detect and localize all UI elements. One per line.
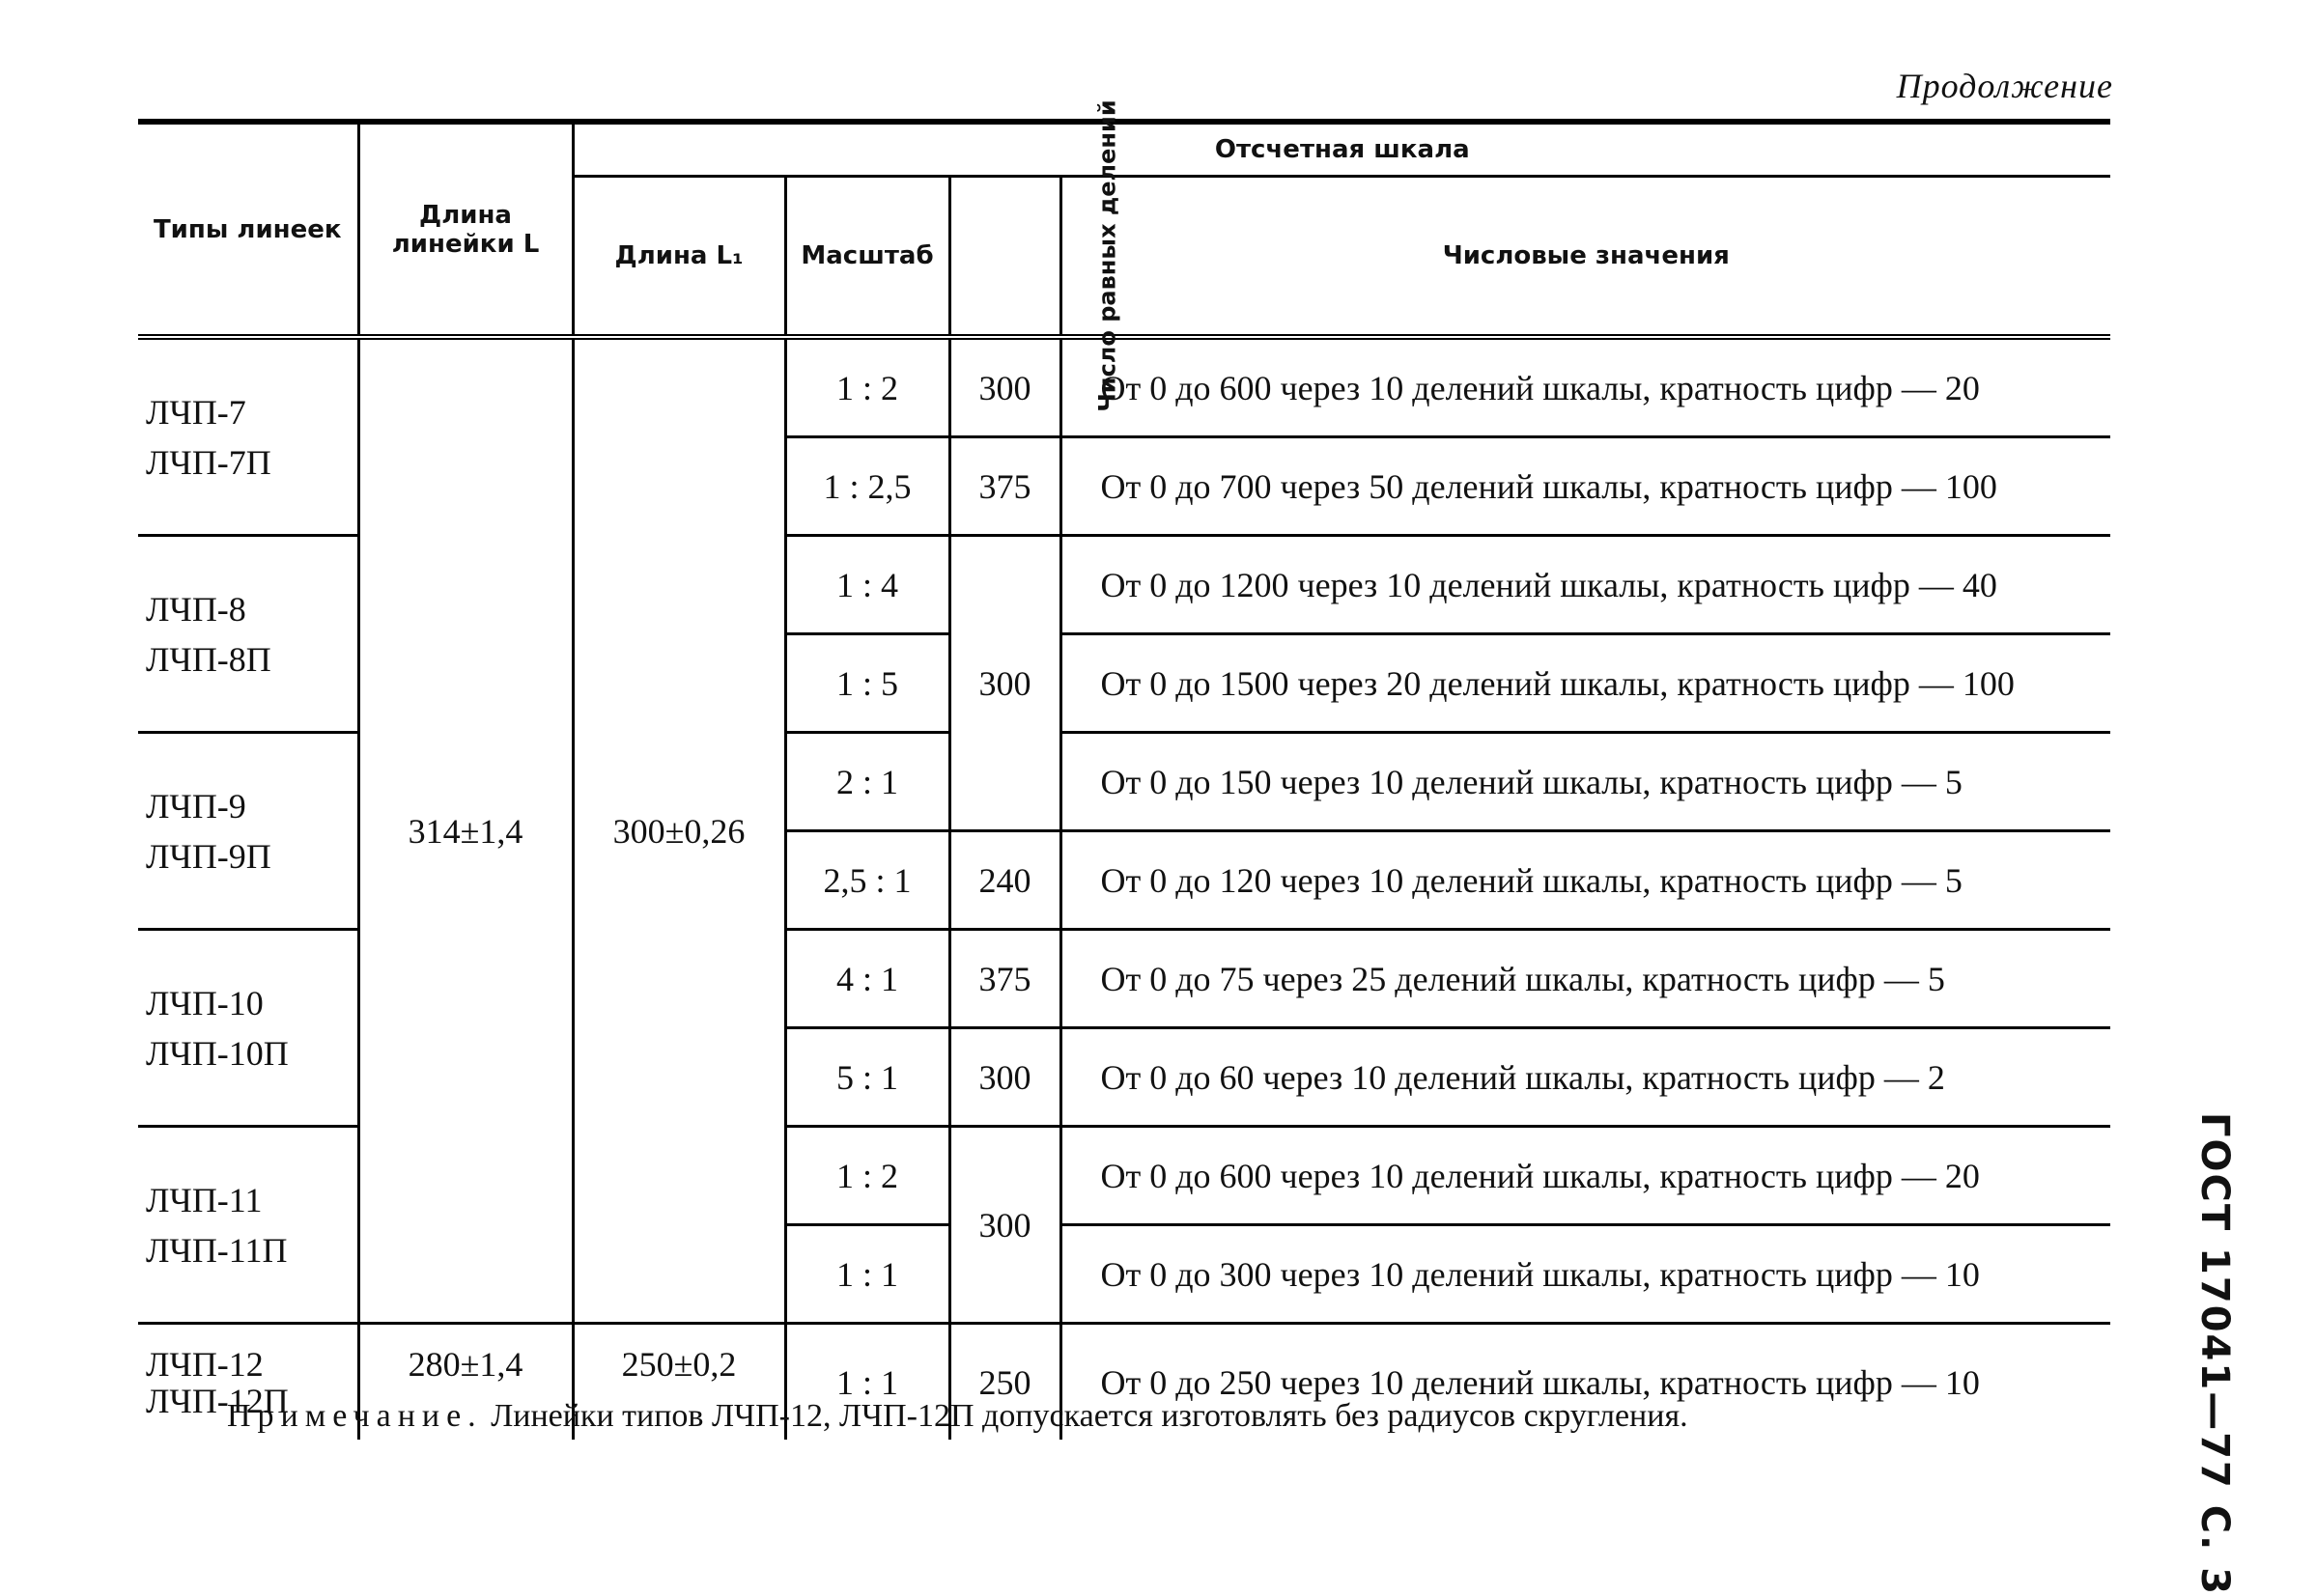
scale-cell: 2,5 : 1: [785, 831, 949, 930]
header-length-l1: Длина L₁: [573, 177, 785, 338]
header-length-l: Длина линейки L: [358, 122, 573, 337]
length-l-cell: 280±1,4: [358, 1324, 573, 1441]
header-types: Типы линеек: [138, 122, 358, 337]
scale-cell: 4 : 1: [785, 930, 949, 1028]
values-cell: От 0 до 600 через 10 делений шкалы, кратность цифр — 20: [1060, 1127, 2110, 1225]
values-cell: От 0 до 1500 через 20 делений шкалы, кратность цифр — 100: [1060, 634, 2110, 733]
divisions-cell: 375: [949, 437, 1060, 536]
gost-side-label: ГОСТ 17041—77 С. 3: [2192, 1112, 2237, 1596]
length-l1-cell: 300±0,26: [573, 337, 785, 1324]
scale-cell: 1 : 2,5: [785, 437, 949, 536]
scale-cell: 2 : 1: [785, 733, 949, 831]
header-values: Числовые значения: [1060, 177, 2110, 338]
divisions-cell: 300: [949, 337, 1060, 437]
type-cell: ЛЧП-8 ЛЧП-8П: [138, 536, 358, 733]
type-cell: ЛЧП-7 ЛЧП-7П: [138, 337, 358, 536]
length-l1-cell: 250±0,2: [573, 1324, 785, 1441]
type-cell: ЛЧП-9 ЛЧП-9П: [138, 733, 358, 930]
scale-cell: 1 : 1: [785, 1324, 949, 1441]
type-cell: ЛЧП-12 ЛЧП-12П: [146, 1344, 289, 1420]
values-cell: От 0 до 1200 через 10 делений шкалы, кратность цифр — 40: [1060, 536, 2110, 634]
scale-cell: 5 : 1: [785, 1028, 949, 1127]
type-cell: ЛЧП-11 ЛЧП-11П: [138, 1127, 358, 1324]
divisions-cell: 300: [949, 1028, 1060, 1127]
scale-cell: 1 : 4: [785, 536, 949, 634]
scale-cell: 1 : 5: [785, 634, 949, 733]
header-divisions: Число равных делений: [949, 177, 1060, 338]
scale-cell: 1 : 2: [785, 337, 949, 437]
divisions-cell: 240: [949, 831, 1060, 930]
footnote-label: Примечание.: [227, 1398, 483, 1434]
divisions-cell: 375: [949, 930, 1060, 1028]
values-cell: От 0 до 600 через 10 делений шкалы, кратность цифр — 20: [1060, 337, 2110, 437]
values-cell: От 0 до 300 через 10 делений шкалы, кратность цифр — 10: [1060, 1225, 2110, 1324]
footnote: [227, 1398, 1688, 1435]
values-cell: От 0 до 120 через 10 делений шкалы, кратность цифр — 5: [1060, 831, 2110, 930]
continuation-label: Продолжение: [1896, 67, 2113, 105]
values-cell: От 0 до 700 через 50 делений шкалы, кратность цифр — 100: [1060, 437, 2110, 536]
type-cell: ЛЧП-10 ЛЧП-10П: [138, 930, 358, 1127]
values-cell: От 0 до 60 через 10 делений шкалы, кратность цифр — 2: [1060, 1028, 2110, 1127]
length-l-cell: 314±1,4: [358, 337, 573, 1324]
values-cell: От 0 до 250 через 10 делений шкалы, кратность цифр — 10: [1060, 1324, 2110, 1441]
values-cell: От 0 до 75 через 25 делений шкалы, кратность цифр — 5: [1060, 930, 2110, 1028]
header-scale: Масштаб: [785, 177, 949, 338]
scale-cell: 1 : 2: [785, 1127, 949, 1225]
scale-table: [138, 99, 2110, 1440]
divisions-cell: 300: [949, 1127, 1060, 1324]
header-scale-group: Отсчетная шкала: [573, 122, 2110, 177]
divisions-cell: 300: [949, 536, 1060, 831]
footnote-text: Линейки типов ЛЧП-12, ЛЧП-12П допускается изготовлять без радиусов скругления.: [482, 1398, 1688, 1434]
scale-cell: 1 : 1: [785, 1225, 949, 1324]
divisions-cell: 250: [949, 1324, 1060, 1441]
values-cell: От 0 до 150 через 10 делений шкалы, кратность цифр — 5: [1060, 733, 2110, 831]
